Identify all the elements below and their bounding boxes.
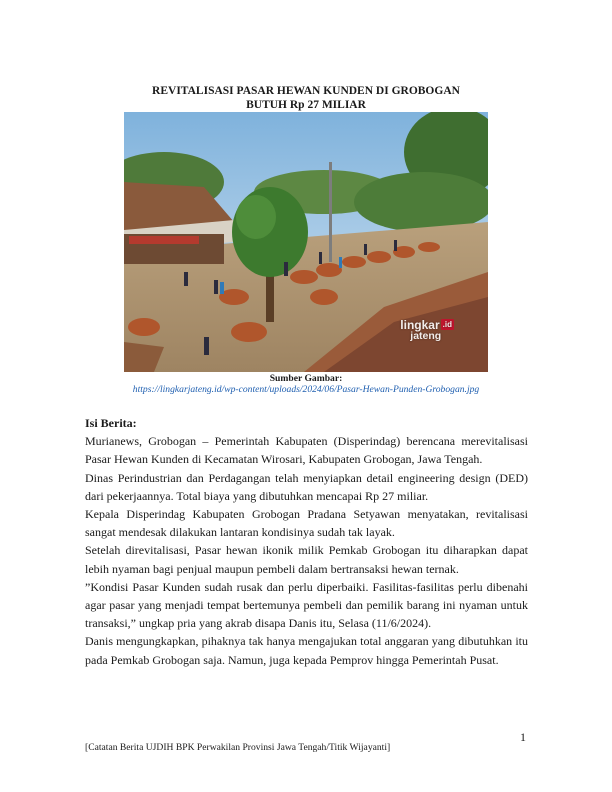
page-number: 1 [520, 730, 526, 744]
section-heading: Isi Berita: [85, 416, 137, 430]
caption-source-link[interactable]: https://lingkarjateng.id/wp-content/uploads/2024/06/Pasar-Hewan-Punden-Grobogan.jpg [132, 384, 480, 395]
paragraph-3: Kepala Disperindag Kabupaten Grobogan Pradana Setyawan menyatakan, revitalisasi sangat mendesak dilakukan lantaran kondisinya sudah tak layak. [85, 507, 528, 540]
paragraph-6: Danis mengungkapkan, pihaknya tak hanya mengajukan total anggaran yang dibutuhkan itu pada Pemkab Grobogan saja. Namun, juga kepada Pemprov hingga Pemerintah Pusat. [85, 634, 528, 667]
paragraph-4: Setelah direvitalisasi, Pasar hewan ikonik milik Pemkab Grobogan itu diharapkan dapat lebih nyaman bagi penjual maupun pembeli dalam bertransaksi hewan ternak. [85, 543, 528, 576]
article-body [85, 414, 528, 669]
paragraph-5: ”Kondisi Pasar Kunden sudah rusak dan perlu diperbaiki. Fasilitas-fasilitas perlu dibenahi agar pasar yang menjadi tempat bertemunya pembeli dan pemilik barang ini nyaman untuk transaksi,” ungkap pria yang akrab disapa Danis itu, Selasa (11/6/2024). [85, 579, 528, 631]
watermark-text-1: lingkar [400, 318, 440, 332]
title-line-1: REVITALISASI PASAR HEWAN KUNDEN DI GROBOGAN [152, 85, 460, 97]
news-photo [124, 112, 488, 372]
paragraph-2: Dinas Perindustrian dan Perdagangan telah menyiapkan detail engineering design (DED) dari pekerjaannya. Total biaya yang dibutuhkan mencapai Rp 27 miliar. [85, 470, 528, 503]
paragraph-1: Murianews, Grobogan – Pemerintah Kabupaten (Disperindag) berencana merevitalisasi Pasar Hewan Kunden di Kecamatan Wirosari, Kabupaten Grobogan, Jawa Tengah. [85, 434, 528, 467]
title-line-2: BUTUH Rp 27 MILIAR [246, 99, 366, 111]
document-footer: [Catatan Berita UJDIH BPK Perwakilan Provinsi Jawa Tengah/Titik Wijayanti] [85, 742, 391, 753]
watermark-text-2: jateng [410, 330, 442, 342]
watermark-badge: .id [442, 320, 452, 329]
image-caption [0, 373, 612, 395]
caption-label: Sumber Gambar: [269, 373, 343, 384]
document-title [0, 84, 612, 112]
photo-watermark [400, 319, 454, 342]
